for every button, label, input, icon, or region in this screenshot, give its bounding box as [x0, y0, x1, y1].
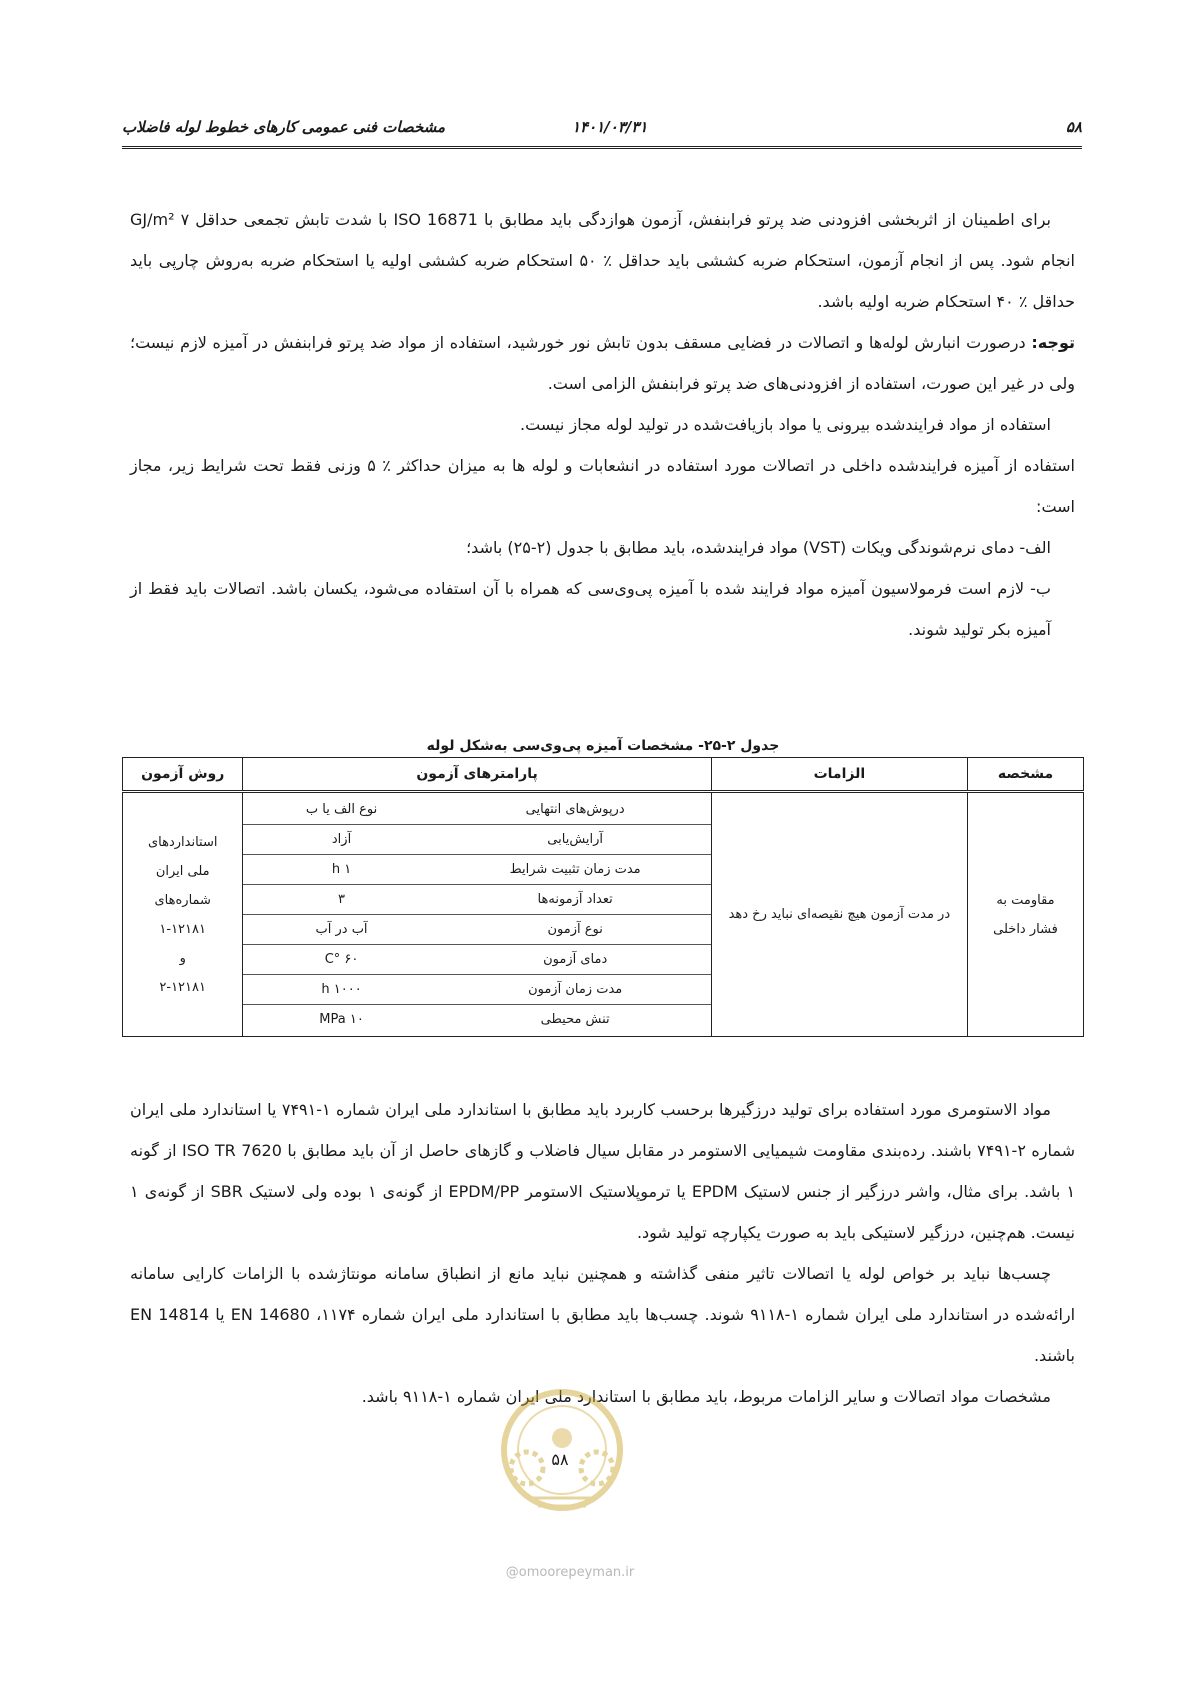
- parameter-names: [440, 793, 711, 1036]
- header-title: مشخصات فنی عمومی کارهای خطوط لوله فاضلاب: [122, 118, 446, 136]
- paragraph-fittings: مشخصات مواد اتصالات و سایر الزامات مربوط، باید مطابق با استاندارد ملی ایران شماره ۱-۹۱۱۸ باشد.: [361, 1386, 1051, 1406]
- list-item-b: ب- لازم است فرمولاسیون آمیزه مواد فرایند شده با آمیزه پی‌وی‌سی که همراه با آن استفاده می‌شود، یکسان باشد. اتصالات باید فقط از آمیزه بکر تولید شوند.: [130, 578, 1051, 639]
- footer-handle: @omoorepeyman.ir: [505, 1565, 635, 1580]
- param-value: ۳: [243, 884, 439, 914]
- header-method: روش آزمون: [123, 758, 243, 792]
- param-name: مدت زمان تثبیت شرایط: [440, 854, 711, 884]
- param-name: مدت زمان آزمون: [440, 974, 711, 1004]
- param-value: آب در آب: [243, 914, 439, 944]
- header-requirements: الزامات: [711, 758, 967, 792]
- param-name: نوع آزمون: [440, 914, 711, 944]
- method-line: ۲-۱۲۱۸۱: [159, 979, 206, 995]
- header-characteristic: مشخصه: [968, 758, 1084, 792]
- param-name: تعداد آزمونه‌ها: [440, 884, 711, 914]
- page-number: ۵۸: [551, 1450, 569, 1469]
- param-name: دمای آزمون: [440, 944, 711, 974]
- param-value: ۱۰۰۰ h: [243, 974, 439, 1004]
- list-item-a: الف- دمای نرم‌شوندگی ویکات (VST) مواد فرایندشده، باید مطابق با جدول (۲-۲۵) باشد؛: [466, 537, 1051, 557]
- param-name: درپوش‌های انتهایی: [525, 802, 625, 817]
- paragraph-elastomer: مواد الاستومری مورد استفاده برای تولید درزگیرها برحسب کاربرد باید مطابق با استاندارد ملی ایران شماره ۱-۷۴۹۱ یا استاندارد ملی ایران شماره ۲-۷۴۹۱ باشند. رده‌بندی مقاومت شیمیایی الاستومر در مقابل سیال فاضلاب و گازهای حاصل از آن باید مطابق با ISO TR 7620 از گونه ۱ باشد. برای مثال، واشر درزگیر از جنس لاستیک EPDM یا ترموپلاستیک الاستومر EPDM/PP از گونه‌ی ۱ بوده ولی لاستیک SBR از گونه‌ی ۱ نیست. هم‌چنین، درزگیر لاستیکی باید به صورت یکپارچه تولید شود.: [130, 1100, 1076, 1242]
- header-date: ۱۴۰۱/۰۳/۳۱: [572, 118, 648, 136]
- param-value: نوع الف یا ب: [305, 802, 378, 817]
- page-header: [122, 118, 1082, 149]
- note-text: درصورت انبارش لوله‌ها و اتصالات در فضایی مسقف بدون تابش نور خورشید، استفاده از مواد ضد پرتو فرابنفش در آمیزه لازم نیست؛ ولی در غیر این صورت، استفاده از افزودنی‌های ضد پرتو فرابنفش الزامی است.: [130, 332, 1075, 393]
- param-value: ۶۰ °C: [243, 944, 439, 974]
- body-text-lower: [130, 1090, 1075, 1418]
- body-text-upper: [130, 200, 1075, 650]
- method-lines: [123, 828, 242, 1002]
- param-value: ۱۰ MPa: [243, 1004, 439, 1034]
- header-page-number: ۵۸: [1065, 118, 1082, 136]
- method-line: شماره‌های: [154, 892, 211, 908]
- method-line: استانداردهای: [147, 834, 218, 850]
- cell-characteristic: مقاومت به فشار داخلی: [968, 792, 1084, 1037]
- header-parameters: پارامترهای آزمون: [243, 758, 711, 792]
- parameters-subtable: [243, 793, 710, 1036]
- method-line: و: [179, 950, 186, 966]
- paragraph-internal-rework: استفاده از آمیزه فرایندشده داخلی در اتصالات مورد استفاده در انشعابات و لوله ها به میزان حداکثر ٪ ۵ وزنی فقط تحت شرایط زیر، مجاز است:: [130, 455, 1076, 516]
- spec-table: [122, 757, 1084, 1037]
- param-value: آزاد: [243, 824, 439, 854]
- paragraph-weathering: برای اطمینان از اثربخشی افزودنی ضد پرتو فرابنفش، آزمون هوازدگی باید مطابق با ISO 16871 با شدت تابش تجمعی حداقل ۷ GJ/m² انجام شود. پس از انجام آزمون، استحکام ضربه کششی باید حداقل ٪ ۵۰ استحکام ضربه کششی اولیه یا استحکام ضربه به‌روش چارپی باید حداقل ٪ ۴۰ استحکام ضربه اولیه باشد.: [130, 210, 1075, 311]
- paragraph-recycled: استفاده از مواد فرایندشده بیرونی یا مواد بازیافت‌شده در تولید لوله مجاز نیست.: [520, 414, 1051, 434]
- cell-method: [123, 792, 243, 1037]
- method-line: ملی ایران: [155, 863, 210, 879]
- paragraph-note: [130, 323, 1075, 405]
- parameter-values: [243, 793, 439, 1036]
- param-name: آرایش‌یابی: [440, 824, 711, 854]
- table-caption: جدول ۲-۲۵- مشخصات آمیزه پی‌وی‌سی به‌شکل لوله: [426, 738, 780, 754]
- method-line: ۱-۱۲۱۸۱: [159, 921, 206, 937]
- cell-parameters: [243, 792, 711, 1037]
- note-label: توجه:: [1031, 332, 1075, 352]
- cell-requirement: در مدت آزمون هیچ نقیصه‌ای نباید رخ دهد: [711, 792, 967, 1037]
- param-value: ۱ h: [243, 854, 439, 884]
- paragraph-adhesives: چسب‌ها نباید بر خواص لوله یا اتصالات تاثیر منفی گذاشته و همچنین نباید مانع از انطباق سامانه مونتاژشده با الزامات کارایی سامانه ارائه‌شده در استاندارد ملی ایران شماره ۱-۹۱۱۸ شوند. چسب‌ها باید مطابق با استاندارد ملی ایران شماره ۱۱۷۴، EN 14680 یا EN 14814 باشند.: [130, 1263, 1076, 1365]
- table-row: [123, 792, 1084, 1037]
- param-name: تنش محیطی: [440, 1004, 711, 1034]
